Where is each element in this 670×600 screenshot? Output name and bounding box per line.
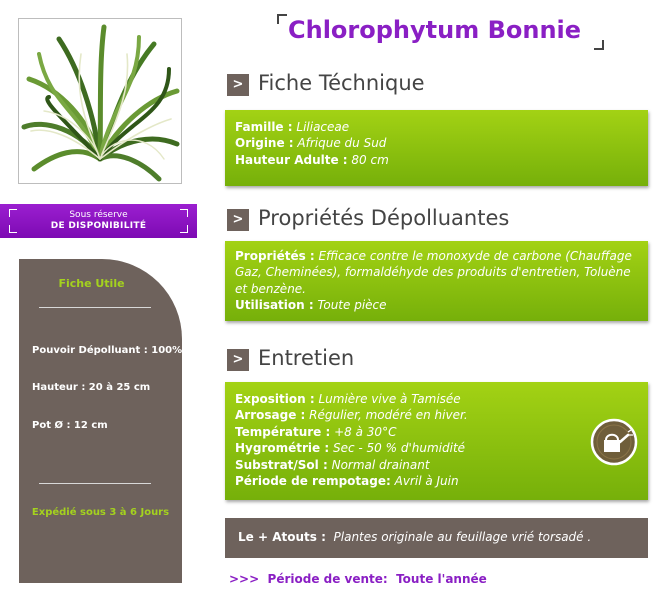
exposition-row: Exposition : Lumière vive à Tamisée (235, 392, 461, 406)
atouts-box (225, 518, 648, 558)
famille-row: Famille : Liliaceae (235, 120, 350, 134)
badge-line2: DE DISPONIBILITÉ (50, 221, 147, 231)
title-corner-icon (277, 14, 287, 24)
fiche-technique-box (225, 110, 648, 186)
atouts-label: Le + Atouts : (238, 530, 326, 544)
section-title-proprietes: Propriétés Dépolluantes (258, 206, 510, 230)
vente-value: Toute l'année (396, 572, 487, 586)
watering-can-icon (590, 418, 638, 466)
periode-vente (229, 572, 487, 586)
proprietes-box (225, 241, 648, 321)
section-title-entretien: Entretien (258, 346, 355, 370)
section-arrow-icon: > (227, 349, 249, 371)
vente-label: Période de vente: (267, 572, 388, 586)
hauteur-adulte-row: Hauteur Adulte : 80 cm (235, 152, 389, 167)
pot-size: Pot Ø : 12 cm (32, 420, 108, 431)
fiche-utile-title: Fiche Utile (58, 277, 125, 290)
product-photo (18, 18, 182, 184)
badge-line1: Sous réserve (69, 210, 128, 220)
hygrometrie-row: Hygrométrie : Sec - 50 % d'humidité (235, 441, 466, 456)
hauteur: Hauteur : 20 à 25 cm (32, 382, 151, 393)
pouvoir-depolluant: Pouvoir Dépolluant : 100% (32, 345, 183, 356)
origine-row: Origine : Afrique du Sud (235, 136, 387, 151)
proprietes-row: Propriétés : Efficace contre le monoxyde de carbone (Chauffage Gaz, Cheminées), formaldéhyde des produits d'entretien, Toluène et benzène. (235, 249, 632, 296)
title-corner-icon (594, 40, 604, 50)
substrat-row: Substrat/Sol : Normal drainant (235, 457, 430, 472)
availability-badge (0, 204, 197, 238)
section-title-fiche-technique: Fiche Téchnique (258, 71, 425, 95)
atouts-value: Plantes originale au feuillage vrié torsadé . (333, 530, 592, 544)
spider-plant-image (19, 19, 181, 183)
page-title: Chlorophytum Bonnie (288, 16, 582, 44)
fiche-utile-panel (19, 259, 182, 583)
section-arrow-icon: > (227, 209, 249, 231)
vente-prefix: >>> (229, 572, 260, 586)
utilisation-row: Utilisation : Toute pièce (235, 298, 387, 313)
shipping-delay: Expédié sous 3 à 6 Jours (31, 507, 170, 518)
section-arrow-icon: > (227, 74, 249, 96)
divider (39, 307, 151, 308)
temperature-row: Température : +8 à 30°C (235, 424, 397, 439)
entretien-box (225, 382, 648, 500)
divider (39, 483, 151, 484)
arrosage-row: Arrosage : Régulier, modéré en hiver. (235, 408, 468, 423)
rempotage-row: Période de rempotage: Avril à Juin (235, 474, 459, 489)
